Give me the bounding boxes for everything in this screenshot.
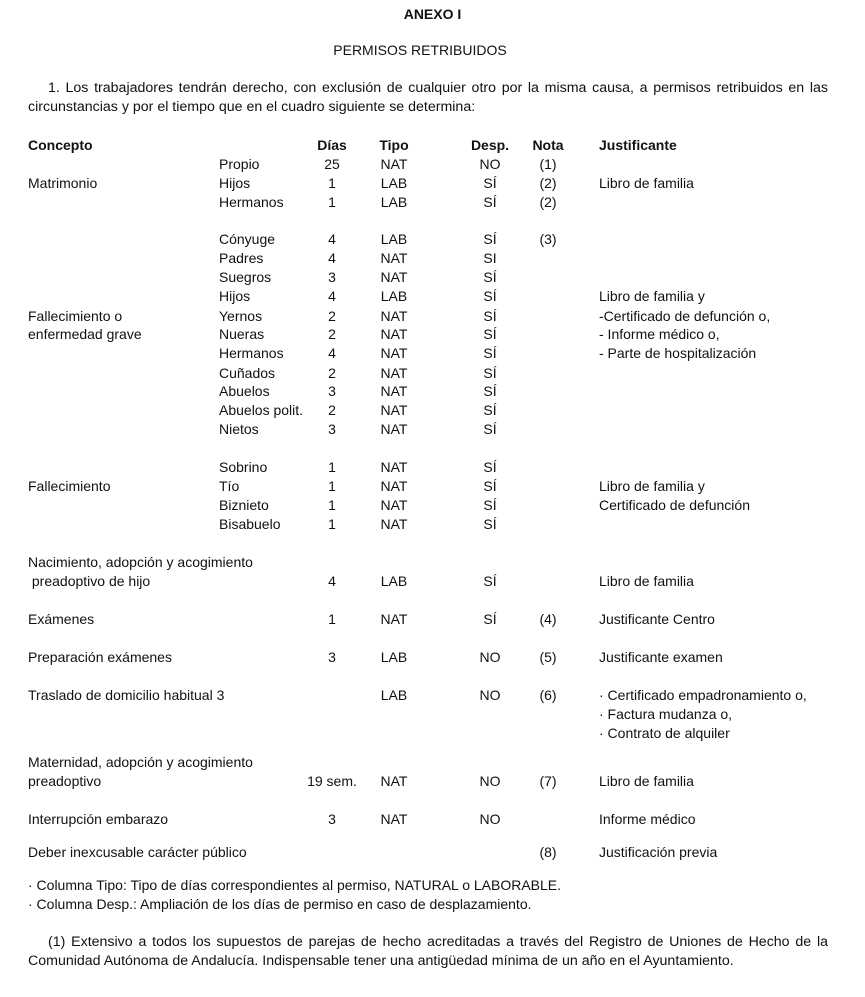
cell-concepto: preadoptivo de hijo (28, 573, 151, 589)
cell-tipo: NAT (380, 383, 408, 399)
cell-dias: 1 (328, 194, 336, 210)
cell-dias: 1 (328, 611, 336, 627)
cell-concepto: Preparación exámenes (28, 649, 172, 665)
cell-sub: Nietos (219, 421, 259, 437)
cell-concepto: enfermedad grave (28, 326, 142, 342)
cell-sub: Hijos (219, 175, 251, 191)
cell-dias: 4 (328, 250, 336, 266)
cell-concepto: Nacimiento, adopción y acogimiento (28, 554, 253, 570)
header-desp: Desp. (470, 137, 510, 153)
cell-dias: 25 (324, 156, 340, 172)
cell-tipo: LAB (380, 288, 408, 304)
cell-tipo: NAT (380, 269, 408, 285)
cell-dias: 3 (328, 383, 336, 399)
legend-tipo: · Columna Tipo: Tipo de días correspondientes al permiso, NATURAL o LABORABLE. (28, 877, 562, 893)
cell-desp: SÍ (483, 611, 497, 627)
cell-desp: SÍ (483, 194, 497, 210)
cell-dias: 4 (328, 573, 336, 589)
cell-desp: SÍ (483, 365, 497, 381)
header-tipo: Tipo (379, 137, 409, 153)
cell-desp: SÍ (483, 516, 497, 532)
cell-desp: SÍ (483, 326, 497, 342)
cell-desp: SÍ (483, 345, 497, 361)
cell-tipo: LAB (380, 573, 408, 589)
cell-tipo: LAB (380, 687, 408, 703)
cell-desp: SÍ (483, 459, 497, 475)
cell-desp: SÍ (483, 383, 497, 399)
cell-desp: NO (479, 687, 501, 703)
cell-dias: 4 (328, 231, 336, 247)
cell-desp: NO (479, 649, 501, 665)
cell-sub: Sobrino (219, 459, 268, 475)
header-concepto: Concepto (28, 137, 93, 153)
cell-dias: 3 (328, 269, 336, 285)
cell-sub: Tío (219, 478, 240, 494)
cell-dias: 2 (328, 326, 336, 342)
cell-sub: Cuñados (219, 365, 276, 381)
annex-title: ANEXO I (403, 6, 462, 22)
cell-dias: 1 (328, 175, 336, 191)
cell-sub: Propio (219, 156, 260, 172)
cell-sub: Padres (219, 250, 264, 266)
cell-desp: SI (483, 250, 497, 266)
cell-desp: SÍ (483, 573, 497, 589)
cell-tipo: NAT (380, 497, 408, 513)
cell-tipo: NAT (380, 308, 408, 324)
cell-dias: 2 (328, 365, 336, 381)
cell-sub: Abuelos (219, 383, 270, 399)
cell-sub: Cónyuge (219, 231, 276, 247)
cell-concepto: Matrimonio (28, 175, 98, 191)
cell-desp: NO (479, 773, 501, 789)
header-dias: Días (317, 137, 347, 153)
cell-tipo: NAT (380, 345, 408, 361)
cell-desp: SÍ (483, 308, 497, 324)
cell-just: Justificante examen (599, 649, 723, 665)
cell-dias: 19 sem. (307, 773, 357, 789)
cell-nota: (7) (539, 773, 557, 789)
header-nota: Nota (532, 137, 564, 153)
cell-tipo: NAT (380, 459, 408, 475)
cell-tipo: NAT (380, 156, 408, 172)
cell-sub: Nueras (219, 326, 265, 342)
cell-desp: NO (479, 811, 501, 827)
cell-sub: Bisabuelo (219, 516, 281, 532)
cell-just: Informe médico (599, 811, 696, 827)
cell-nota: (3) (539, 231, 557, 247)
cell-dias: 2 (328, 402, 336, 418)
cell-just: · Contrato de alquiler (599, 725, 730, 741)
cell-just: - Informe médico o, (599, 326, 720, 342)
cell-desp: SÍ (483, 175, 497, 191)
cell-nota: (2) (539, 175, 557, 191)
cell-concepto: Maternidad, adopción y acogimiento (28, 754, 253, 770)
cell-sub: Suegros (219, 269, 272, 285)
cell-tipo: LAB (380, 231, 408, 247)
cell-desp: SÍ (483, 269, 497, 285)
cell-concepto: Deber inexcusable carácter público (28, 844, 247, 860)
cell-tipo: NAT (380, 402, 408, 418)
cell-concepto: Fallecimiento o (28, 308, 123, 324)
cell-dias: 3 (328, 811, 336, 827)
cell-dias: 2 (328, 308, 336, 324)
cell-sub: Biznieto (219, 497, 269, 513)
cell-nota: (2) (539, 194, 557, 210)
cell-tipo: NAT (380, 516, 408, 532)
cell-dias: 4 (328, 288, 336, 304)
cell-desp: SÍ (483, 402, 497, 418)
cell-dias: 4 (328, 345, 336, 361)
intro-paragraph: 1. Los trabajadores tendrán derecho, con exclusión de cualquier otro por la misma causa, a permisos retribuidos en las circunstancias y por el tiempo que en el cuadro siguiente se determina: (28, 80, 828, 115)
cell-concepto: Traslado de domicilio habitual 3 (28, 687, 225, 703)
cell-just: Justificación previa (599, 844, 718, 860)
cell-just: - Parte de hospitalización (599, 345, 757, 361)
cell-tipo: NAT (380, 811, 408, 827)
cell-nota: (6) (539, 687, 557, 703)
cell-just: Libro de familia y (599, 478, 705, 494)
page-subtitle: PERMISOS RETRIBUIDOS (333, 42, 507, 58)
cell-sub: Hijos (219, 288, 251, 304)
cell-concepto: Exámenes (28, 611, 95, 627)
cell-tipo: NAT (380, 421, 408, 437)
cell-just: Libro de familia (599, 573, 694, 589)
footnote-1: (1) Extensivo a todos los supuestos de parejas de hecho acreditadas a través del Registro de Uniones de Hecho de la Comunidad Autónoma de Andalucía. Indispensable tener una antigüedad mínima de un año en el Ayuntamiento. (28, 934, 828, 969)
cell-tipo: NAT (380, 250, 408, 266)
cell-sub: Yernos (219, 308, 263, 324)
cell-tipo: NAT (380, 326, 408, 342)
cell-just: -Certificado de defunción o, (599, 308, 771, 324)
cell-tipo: LAB (380, 649, 408, 665)
cell-sub: Hermanos (219, 345, 284, 361)
legend-desp: · Columna Desp.: Ampliación de los días de permiso en caso de desplazamiento. (28, 896, 532, 912)
cell-dias: 1 (328, 497, 336, 513)
cell-just: Libro de familia (599, 773, 694, 789)
cell-desp: SÍ (483, 421, 497, 437)
cell-nota: (1) (539, 156, 557, 172)
cell-dias: 1 (328, 478, 336, 494)
header-justificante: Justificante (599, 137, 677, 153)
cell-just: Libro de familia (599, 175, 694, 191)
cell-tipo: LAB (380, 194, 408, 210)
cell-just: · Factura mudanza o, (599, 706, 733, 722)
cell-tipo: NAT (380, 478, 408, 494)
cell-concepto: preadoptivo (28, 773, 102, 789)
cell-just: Certificado de defunción (599, 497, 750, 513)
cell-desp: SÍ (483, 497, 497, 513)
cell-nota: (8) (539, 844, 557, 860)
cell-nota: (4) (539, 611, 557, 627)
cell-desp: SÍ (483, 478, 497, 494)
cell-desp: NO (479, 156, 501, 172)
cell-just: Libro de familia y (599, 288, 705, 304)
cell-dias: 3 (328, 421, 336, 437)
cell-just: Justificante Centro (599, 611, 715, 627)
cell-dias: 1 (328, 516, 336, 532)
cell-concepto: Interrupción embarazo (28, 811, 169, 827)
cell-just: · Certificado empadronamiento o, (599, 687, 807, 703)
cell-desp: SÍ (483, 288, 497, 304)
cell-tipo: LAB (380, 175, 408, 191)
cell-tipo: NAT (380, 365, 408, 381)
cell-nota: (5) (539, 649, 557, 665)
cell-sub: Hermanos (219, 194, 284, 210)
cell-tipo: NAT (380, 611, 408, 627)
cell-tipo: NAT (380, 773, 408, 789)
cell-sub: Abuelos polit. (219, 402, 304, 418)
cell-desp: SÍ (483, 231, 497, 247)
cell-dias: 3 (328, 649, 336, 665)
cell-concepto: Fallecimiento (28, 478, 111, 494)
cell-dias: 1 (328, 459, 336, 475)
